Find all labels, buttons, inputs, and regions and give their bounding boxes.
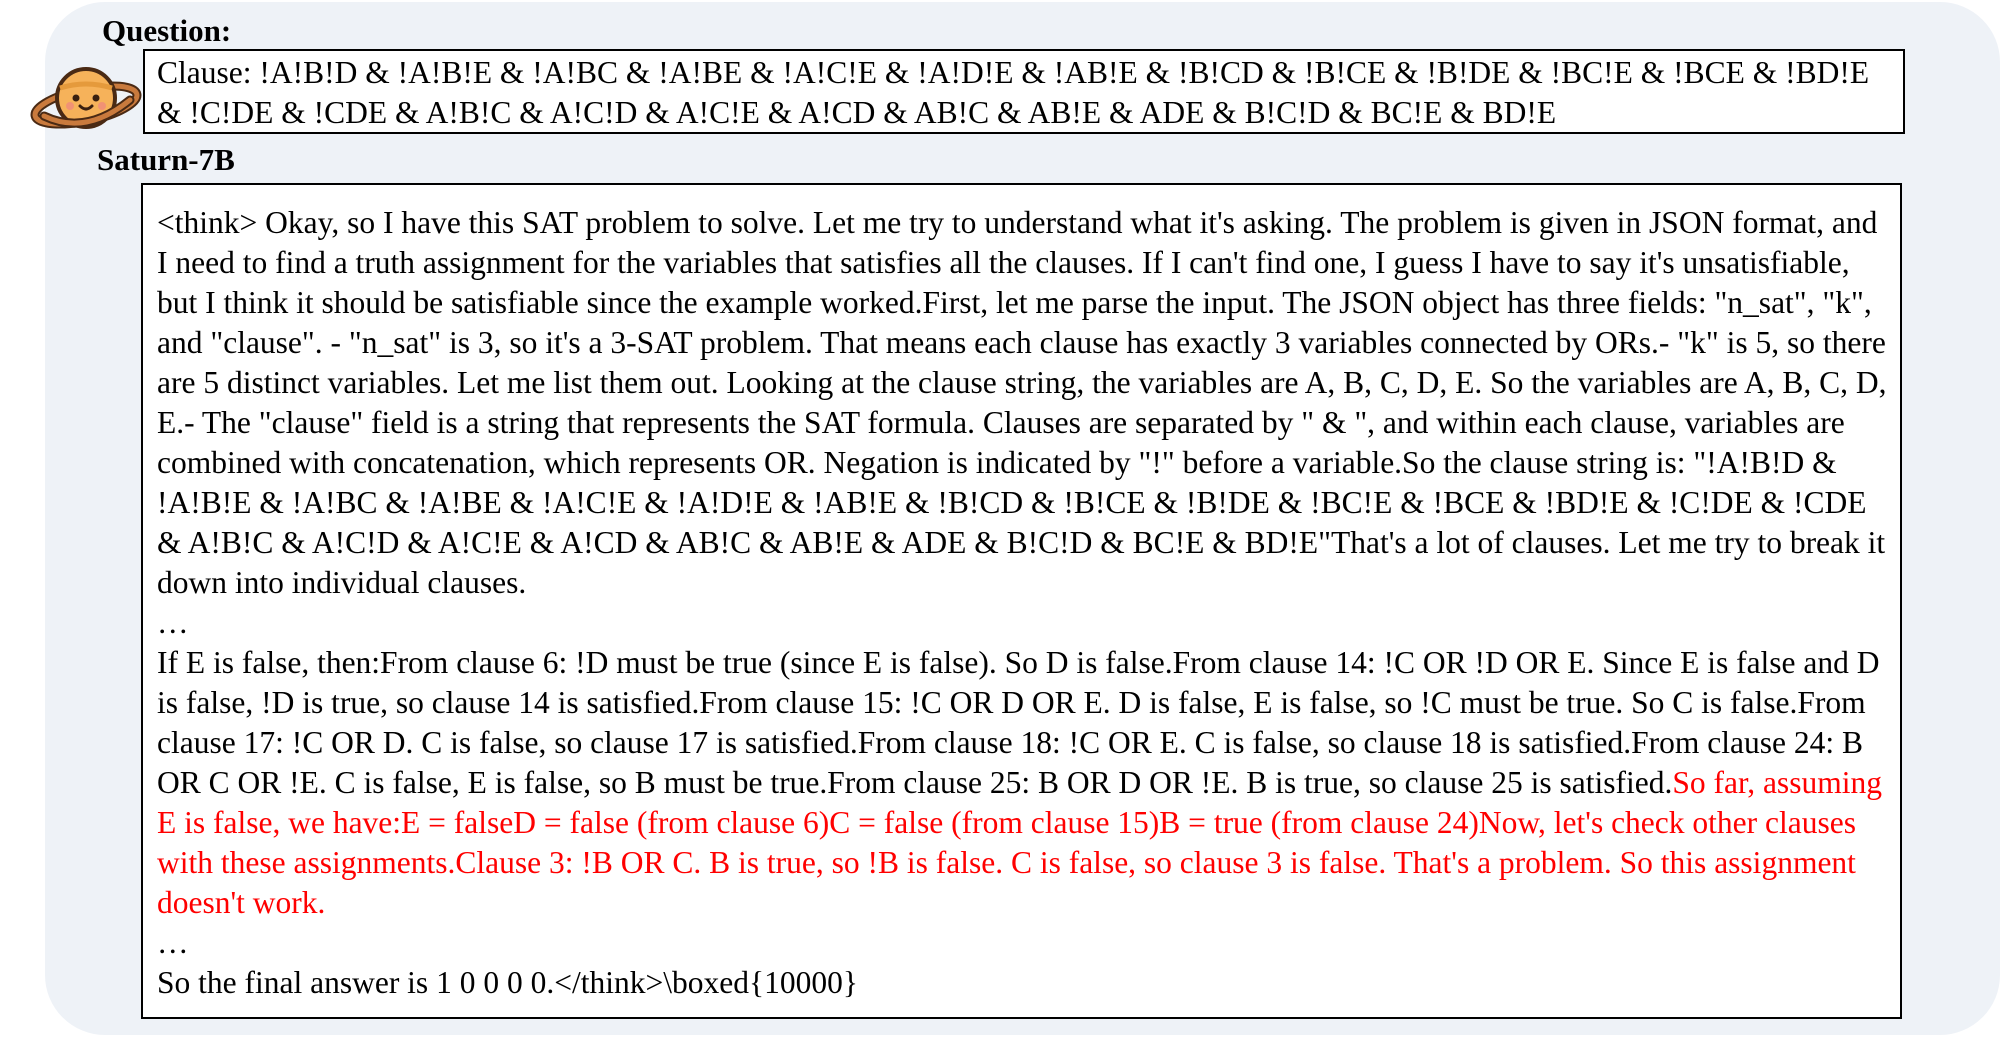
response-paragraph-2-text: If E is false, then:From clause 6: !D must be true (since E is false). So D is false.From clause 14: !C OR !D OR E. Since E is false and D is false, !D is true, so clause 14 is satisfied.From clause 15: !C OR D OR E. D is false, E is false, so !C must be true. So C is false.From clause 17: !C OR D. C is false, so clause 17 is satisfied.From clause 18: !C OR E. C is false, so clause 18 is satisfied.From clause 24: B OR C OR !E. C is false, E is false, so B must be true.From clause 25: B OR D OR !E. B is true, so clause 25 is satisfied.	[157, 645, 1880, 800]
response-paragraph-1: <think> Okay, so I have this SAT problem to solve. Let me try to understand what it's asking. The problem is given in JSON format, and I need to find a truth assignment for the variables that satisfies all the clauses. If I can't find one, I guess I have to say it's unsatisfiable, but I think it should be satisfiable since the example worked.First, let me parse the input. The JSON object has three fields: "n_sat", "k", and "clause". - "n_sat" is 3, so it's a 3-SAT problem. That means each clause has exactly 3 variables connected by ORs.- "k" is 5, so there are 5 distinct variables. Let me list them out. Looking at the clause string, the variables are A, B, C, D, E. So the variables are A, B, C, D, E.- The "clause" field is a string that represents the SAT formula. Clauses are separated by " & ", and within each clause, variables are combined with concatenation, which represents OR. Negation is indicated by "!" before a variable.So the clause string is: "!A!B!D & !A!B!E & !A!BC & !A!BE & !A!C!E & !A!D!E & !AB!E & !B!CD & !B!CE & !B!DE & !BC!E & !BCE & !BD!E & !C!DE & !CDE & A!B!C & A!C!D & A!C!E & A!CD & AB!C & AB!E & ADE & B!C!D & BC!E & BD!E"That's a lot of clauses. Let me try to break it down into individual clauses.	[157, 205, 1887, 600]
saturn-planet-icon	[30, 58, 142, 138]
model-name-label: Saturn-7B	[97, 142, 235, 177]
response-ellipsis-1: …	[157, 605, 189, 640]
response-ellipsis-2: …	[157, 925, 189, 960]
response-highlighted-error: So far, assuming E is false, we have:E = falseD = false (from clause 6)C = false (from clause 15)B = true (from clause 24)Now, let's check other clauses with these assignments.Clause 3: !B OR C. B is true, so !B is false. C is false, so clause 3 is false. That's a problem. So this assignment doesn't work.	[157, 765, 1882, 920]
question-label: Question:	[102, 13, 232, 48]
response-final-answer: So the final answer is 1 0 0 0 0.</think>\boxed{10000}	[157, 965, 858, 1000]
question-box	[143, 49, 1905, 134]
response-paragraph-2	[157, 643, 1890, 923]
question-clause-text: Clause: !A!B!D & !A!B!E & !A!BC & !A!BE & !A!C!E & !A!D!E & !AB!E & !B!CD & !B!CE & !B!DE & !BC!E & !BCE & !BD!E & !C!DE & !CDE & A!B!C & A!C!D & A!C!E & A!CD & AB!C & AB!E & ADE & B!C!D & BC!E & BD!E	[157, 55, 1870, 130]
model-response-box	[141, 183, 1902, 1019]
